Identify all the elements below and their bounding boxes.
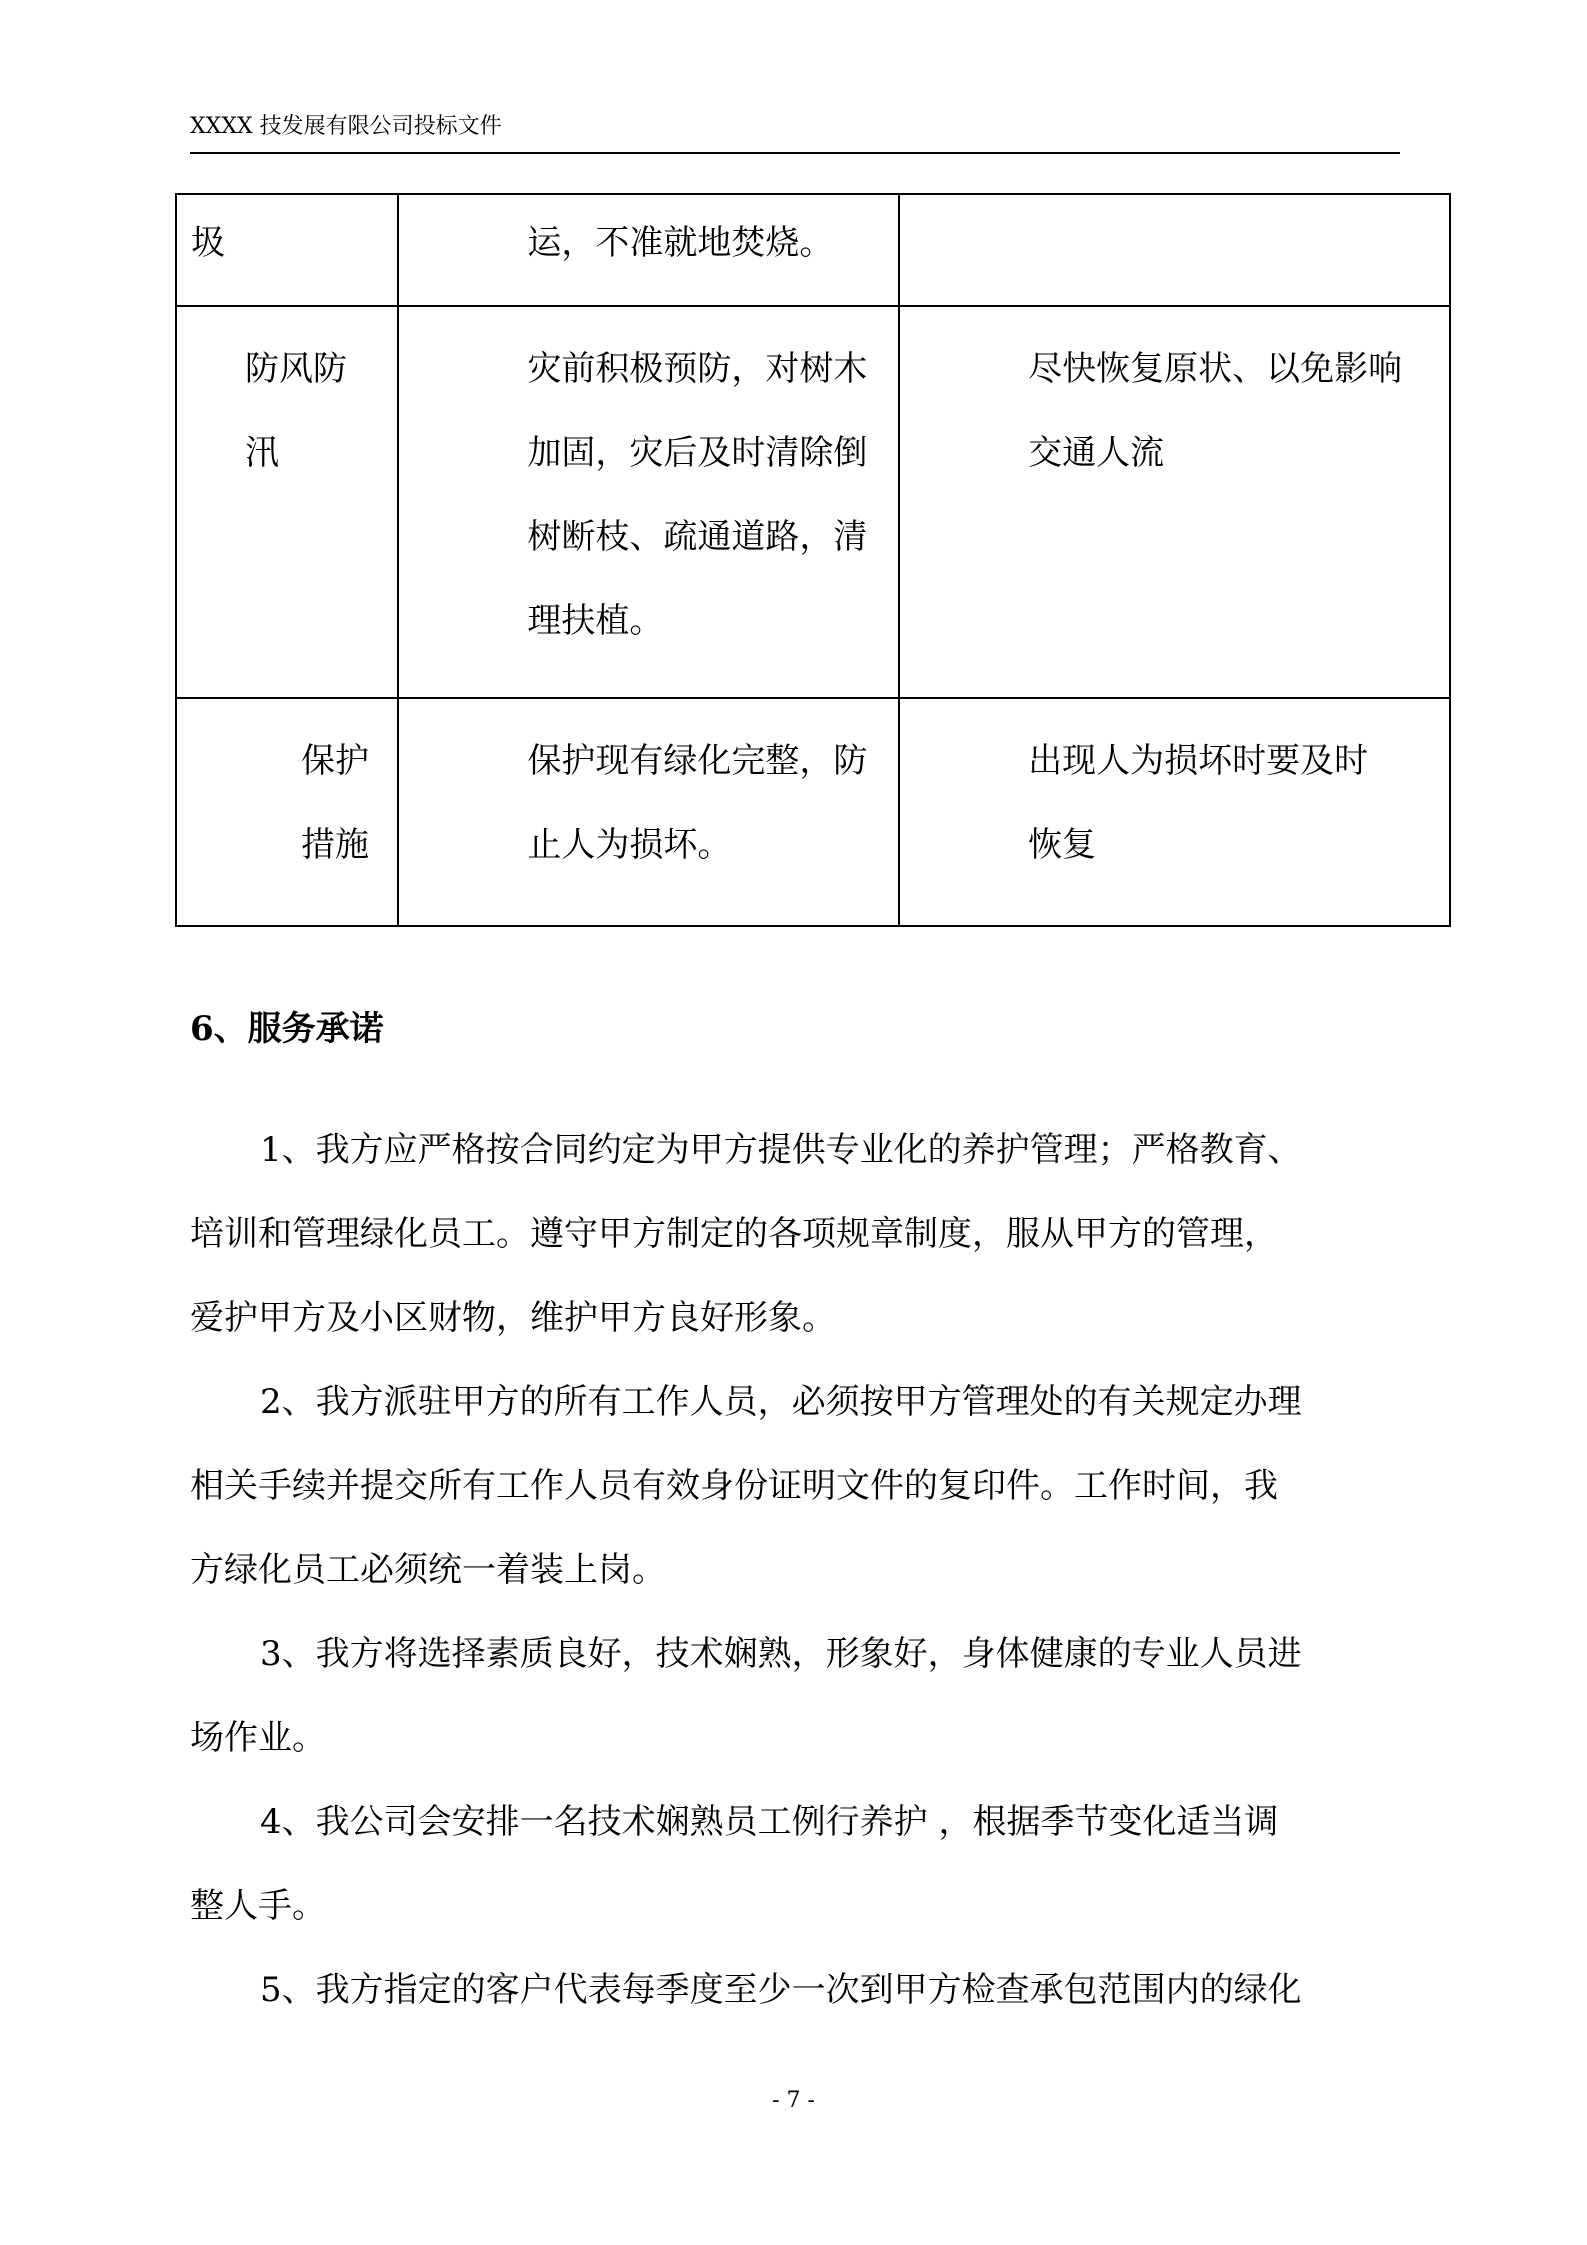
table-row (176, 194, 1450, 306)
table-cell: 出现人为损坏时要及时 恢复 (899, 698, 1450, 926)
paragraph-line: 2、我方派驻甲方的所有工作人员，必须按甲方管理处的有关规定办理 (260, 1382, 1302, 1422)
paragraph-line: 4、我公司会安排一名技术娴熟员工例行养护 ，根据季节变化适当调 (260, 1802, 1279, 1842)
table-cell: 防风防 汛 (176, 306, 398, 698)
table-cell: 圾 (176, 194, 398, 306)
header-title: XXXX 技发展有限公司投标文件 (190, 114, 502, 139)
document-header (190, 112, 1400, 154)
paragraph (190, 1780, 1402, 1948)
paragraph-line: 场作业。 (190, 1718, 326, 1758)
paragraph-line: 方绿化员工必须统一着装上岗。 (190, 1550, 666, 1590)
table-cell: 尽快恢复原状、以免影响 交通人流 (899, 306, 1450, 698)
maintenance-table (175, 193, 1451, 927)
paragraph (190, 1360, 1402, 1612)
paragraph-line: 整人手。 (190, 1886, 326, 1926)
table-cell: 保护现有绿化完整，防 止人为损坏。 (398, 698, 899, 926)
paragraph (190, 1108, 1402, 1360)
table-row (176, 698, 1450, 926)
paragraph (190, 1612, 1402, 1780)
table-cell: 灾前积极预防，对树木 加固，灾后及时清除倒 树断枝、疏通道路，清 理扶植。 (398, 306, 899, 698)
table-cell: 保护 措施 (176, 698, 398, 926)
paragraph (190, 1948, 1402, 2032)
paragraph-line: 爱护甲方及小区财物，维护甲方良好形象。 (190, 1298, 836, 1338)
page-number: - 7 - (772, 2088, 815, 2113)
paragraph-line: 5、我方指定的客户代表每季度至少一次到甲方检查承包范围内的绿化 (260, 1970, 1302, 2010)
section-heading: 6、服务承诺 (190, 1009, 384, 1049)
section-body (190, 1108, 1402, 2032)
table-cell: 运，不准就地焚烧。 (398, 194, 899, 306)
paragraph-line: 培训和管理绿化员工。遵守甲方制定的各项规章制度，服从甲方的管理， (190, 1214, 1278, 1254)
table-row (176, 306, 1450, 698)
paragraph-line: 相关手续并提交所有工作人员有效身份证明文件的复印件。工作时间，我 (190, 1466, 1278, 1506)
paragraph-line: 3、我方将选择素质良好，技术娴熟，形象好，身体健康的专业人员进 (260, 1634, 1302, 1674)
table-cell (899, 194, 1450, 306)
paragraph-line: 1、我方应严格按合同约定为甲方提供专业化的养护管理；严格教育、 (260, 1130, 1302, 1170)
